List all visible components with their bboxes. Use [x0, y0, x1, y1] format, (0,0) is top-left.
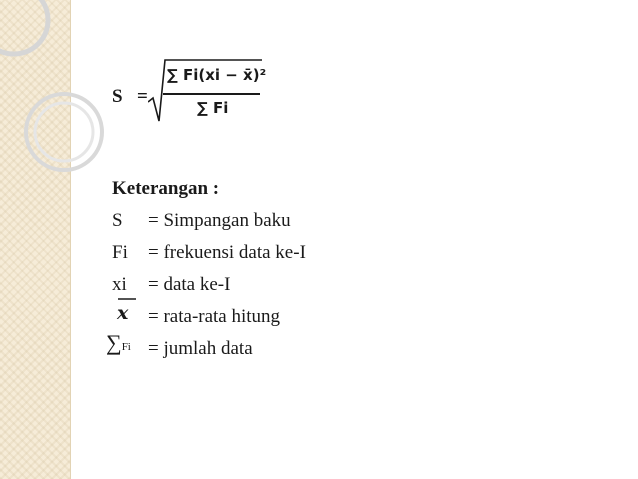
legend-symbol: xi — [112, 274, 127, 295]
legend-definition: = rata-rata hitung — [148, 306, 281, 327]
legend-heading: Keterangan : — [112, 178, 220, 199]
legend-item — [112, 242, 306, 264]
sum-fi-symbol — [106, 330, 131, 356]
fraction-bar — [163, 93, 260, 95]
sigma-icon: ∑ — [106, 330, 122, 355]
legend-item — [112, 274, 231, 296]
x-bar-symbol-icon — [112, 296, 142, 328]
svg-text:x: x — [117, 302, 129, 324]
sum-fi-label: Fi — [121, 341, 131, 353]
legend-symbol: S — [112, 210, 123, 231]
legend-definition: = jumlah data — [148, 338, 253, 359]
formula-denominator: ∑ Fi — [197, 99, 229, 117]
formula-numerator: ∑ Fi(xi − x̄)² — [167, 66, 267, 84]
legend-definition: = Simpangan baku — [148, 210, 291, 231]
formula-equals: = — [137, 86, 148, 107]
legend-definition: = frekuensi data ke-I — [148, 242, 306, 263]
legend-item — [112, 210, 291, 232]
formula-lhs: S — [112, 86, 123, 107]
legend-symbol: Fi — [112, 242, 128, 263]
legend-definition: = data ke-I — [148, 274, 231, 295]
